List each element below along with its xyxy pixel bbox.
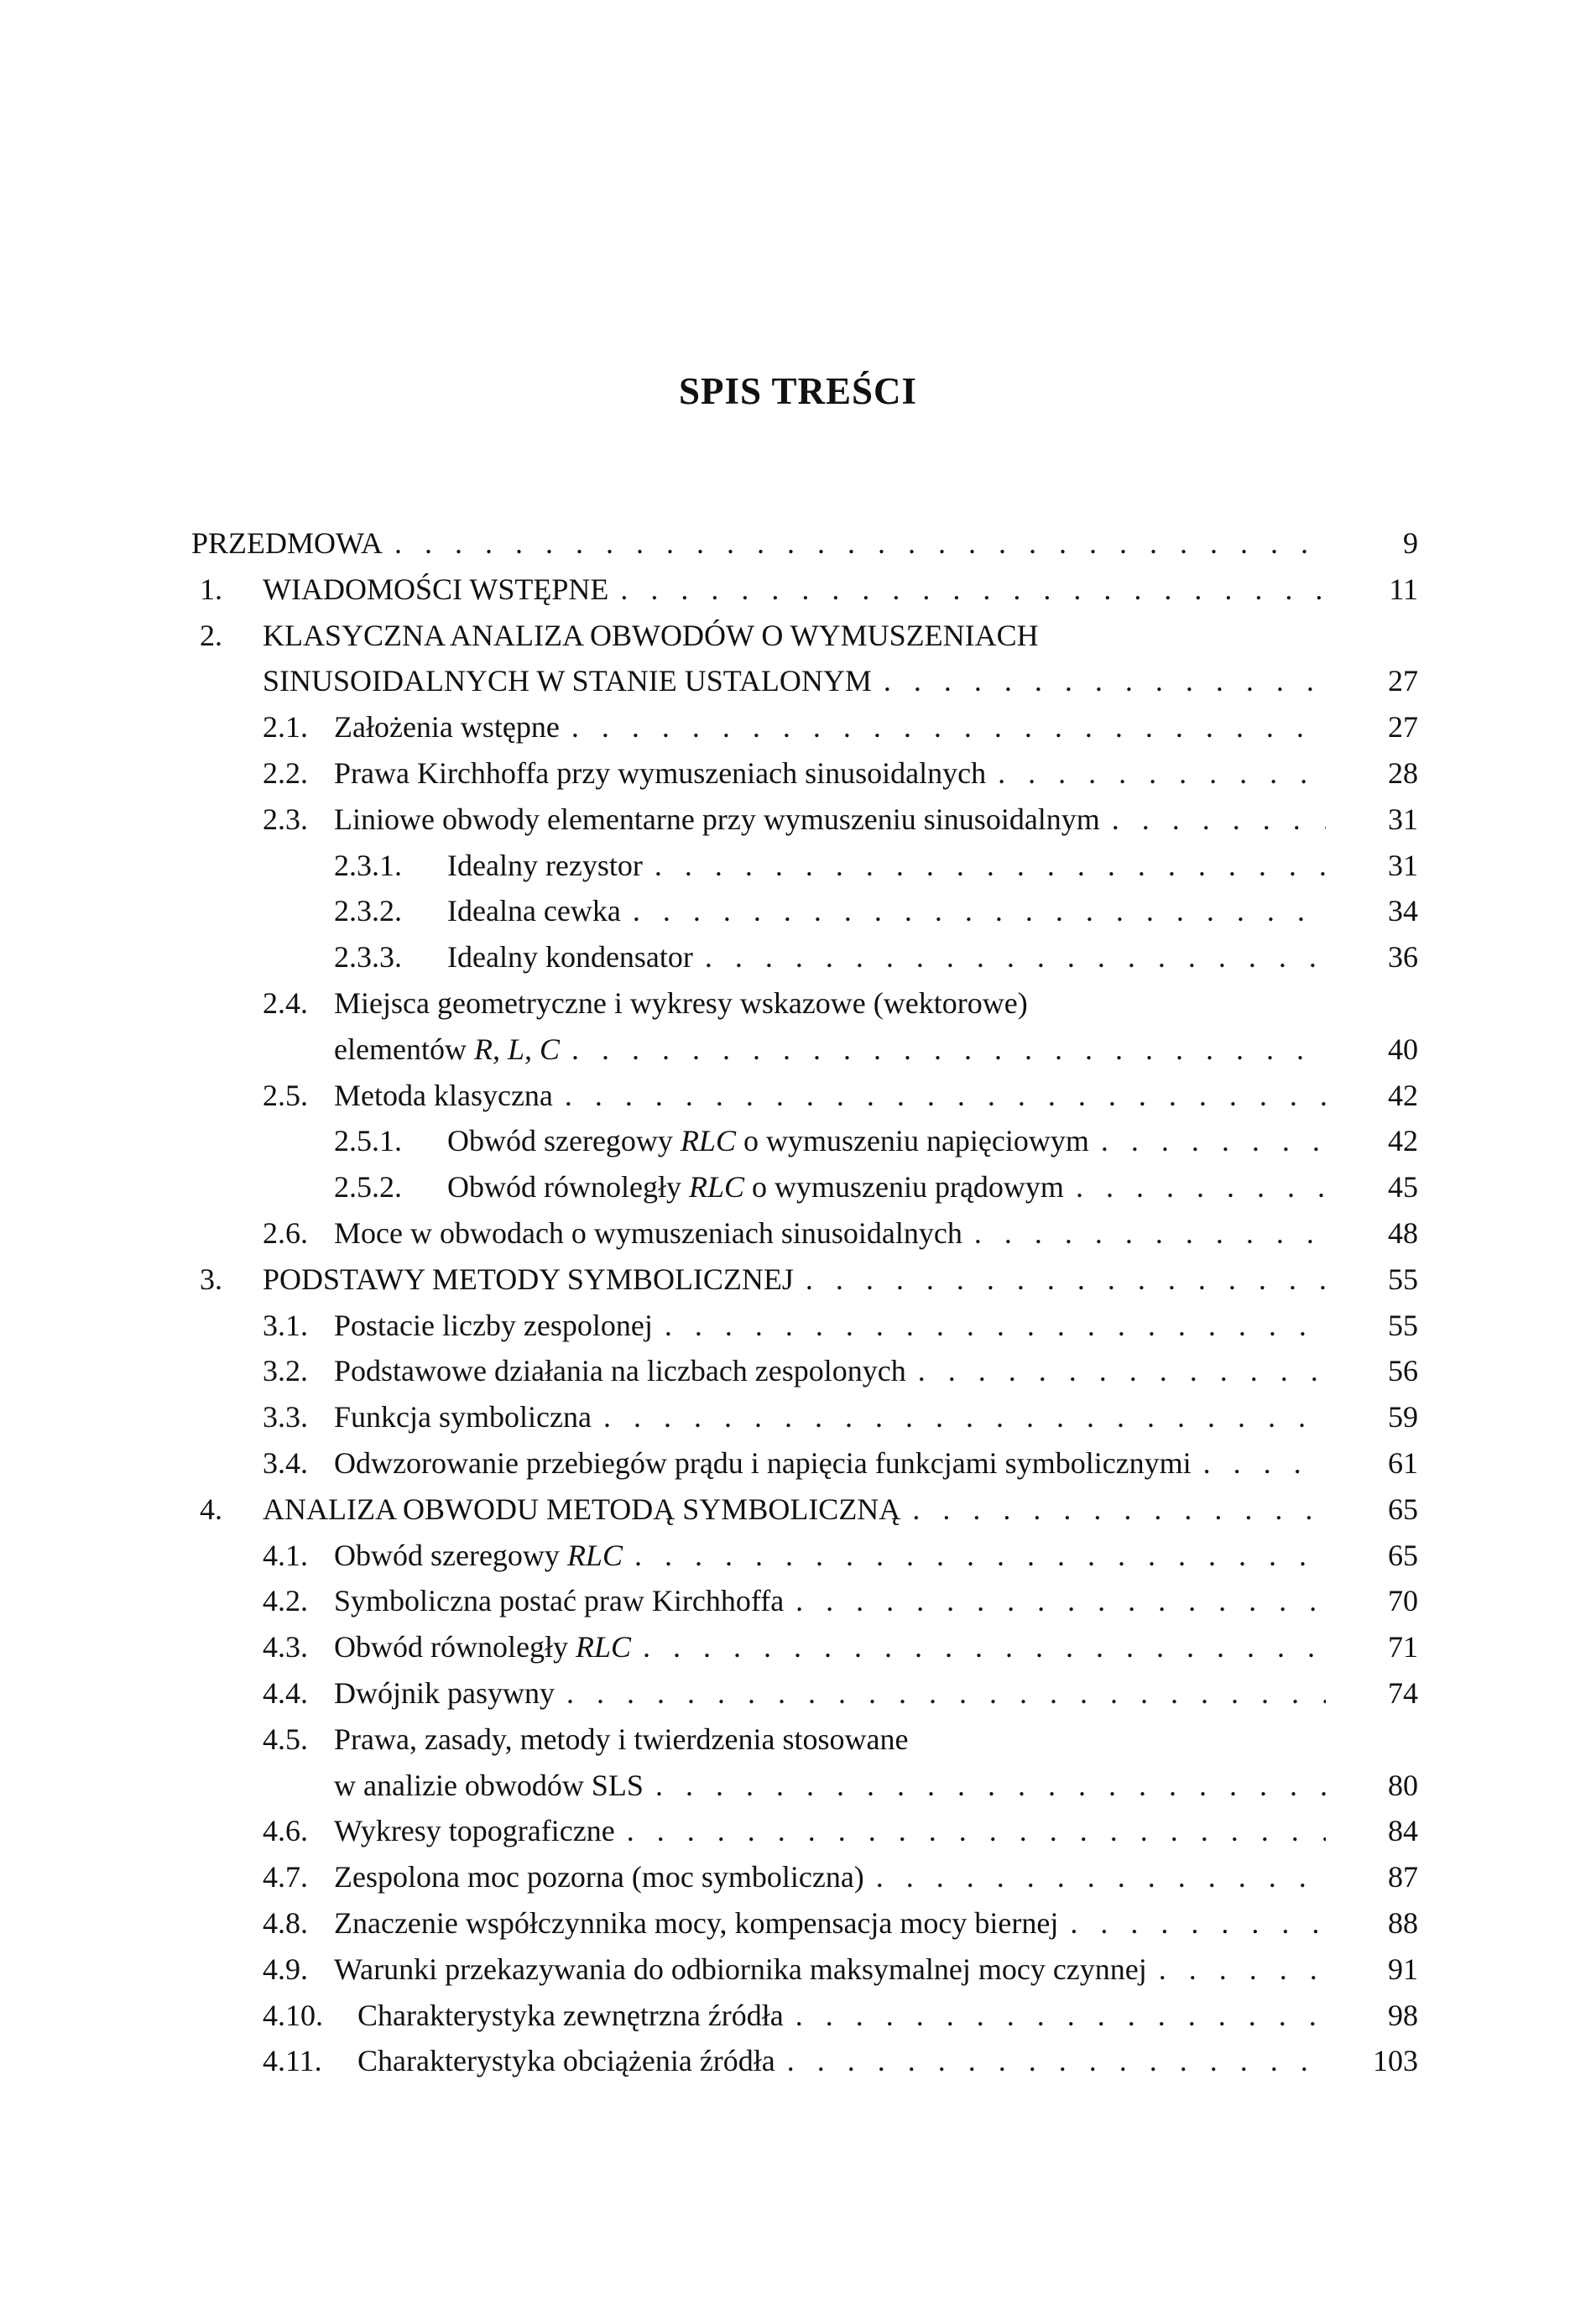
toc-page-number: 65	[1388, 1538, 1418, 1572]
toc-page-number: 70	[1388, 1584, 1418, 1618]
dot-leader	[974, 1210, 1326, 1257]
toc-entry-number: 4.7.	[263, 1860, 308, 1894]
dot-leader	[603, 1394, 1326, 1440]
dot-leader	[1112, 797, 1326, 843]
dot-leader	[655, 843, 1326, 889]
toc-entry-text	[334, 980, 1326, 1027]
toc-page-number: 61	[1388, 1445, 1418, 1480]
toc-entry-2-1	[191, 704, 1418, 750]
toc-page-number: 71	[1388, 1630, 1418, 1664]
toc-page-number: 31	[1388, 848, 1418, 882]
toc-entry-title	[447, 1118, 1089, 1164]
toc-entry-title: Idealny rezystor	[447, 848, 643, 882]
toc-entry-text	[263, 567, 1326, 613]
toc-entry-4-5	[191, 1717, 1418, 1763]
toc-entry-4-10	[191, 1993, 1418, 2039]
toc-entry-title-italic: R, L, C	[473, 1032, 560, 1066]
toc-entry-4-4	[191, 1670, 1418, 1717]
toc-entry-title: Charakterystyka zewnętrzna źródła	[357, 1998, 784, 2032]
toc-entry-text	[447, 934, 1326, 980]
toc-entry-text	[334, 1717, 1326, 1763]
toc-entry-2-3-1	[191, 843, 1418, 889]
toc-entry-number: 4.5.	[263, 1722, 308, 1756]
toc-entry-number: 2.5.1.	[334, 1124, 402, 1158]
toc-entry-number: 2.4.	[263, 985, 308, 1020]
page-title: SPIS TREŚCI	[678, 370, 918, 412]
toc-page-number: 36	[1388, 940, 1418, 975]
toc-entry-number: 2.1.	[263, 710, 308, 745]
toc-entry-title: Symboliczna postać praw Kirchhoffa	[334, 1584, 785, 1618]
toc-page-number: 42	[1388, 1124, 1418, 1158]
dot-leader	[1159, 1947, 1326, 1993]
toc-entry-text	[447, 1164, 1326, 1210]
toc-entry-title	[334, 1533, 623, 1579]
toc-entry-title: Idealna cewka	[447, 894, 621, 928]
toc-entry-title-line2	[334, 1027, 560, 1073]
toc-entry-text	[447, 888, 1326, 934]
toc-entry-text	[334, 1027, 1326, 1073]
toc-entry-title: Zespolona moc pozorna (moc symboliczna)	[334, 1860, 864, 1894]
dot-leader	[633, 888, 1326, 934]
toc-entry-3-1	[191, 1303, 1418, 1349]
dot-leader	[571, 704, 1326, 750]
toc-entry-text	[334, 1073, 1326, 1119]
toc-entry-4-9	[191, 1947, 1418, 1993]
toc-entry-2	[191, 613, 1418, 659]
toc-entry-text	[263, 1487, 1326, 1533]
toc-entry-number: 4.1.	[263, 1538, 308, 1572]
toc-entry-4-1	[191, 1533, 1418, 1579]
toc-entry-number: 4.4.	[263, 1675, 308, 1710]
toc-entry-title-italic: RLC	[566, 1538, 623, 1572]
toc-entry-number: 2.5.2.	[334, 1170, 402, 1205]
toc-entry-title: Liniowe obwody elementarne przy wymuszeniu sinusoidalnym	[334, 802, 1100, 836]
dot-leader	[705, 934, 1326, 980]
dot-leader	[1203, 1440, 1326, 1487]
toc-entry-title-part: o wymuszeniu napięciowym	[735, 1124, 1089, 1158]
toc-entry-number: 3.2.	[263, 1354, 308, 1388]
dot-leader	[665, 1303, 1326, 1349]
toc-entry-number: 2.3.2.	[334, 894, 402, 928]
toc-page-number: 42	[1388, 1078, 1418, 1112]
toc-page-number: 40	[1388, 1032, 1418, 1066]
toc-entry-3-3	[191, 1394, 1418, 1440]
toc-entry-4-5-continued	[191, 1763, 1418, 1809]
toc-entry-text	[263, 613, 1326, 659]
dot-leader	[655, 1763, 1326, 1809]
toc-page-number: 98	[1388, 1998, 1418, 2032]
toc-entry-title-line2: SINUSOIDALNYCH W STANIE USTALONYM	[263, 664, 872, 698]
dot-leader	[918, 1348, 1326, 1394]
toc-entry-text	[334, 1440, 1326, 1487]
dot-leader	[1101, 1118, 1326, 1164]
toc-page-number: 31	[1388, 802, 1418, 836]
toc-entry-2-3-2	[191, 888, 1418, 934]
toc-entry-title: Warunki przekazywania do odbiornika maksymalnej mocy czynnej	[334, 1952, 1147, 1986]
toc-entry-2-5-1	[191, 1118, 1418, 1164]
toc-page-number: 59	[1388, 1400, 1418, 1434]
toc-entry-number: 2.3.3.	[334, 940, 402, 975]
toc-page-number: 56	[1388, 1354, 1418, 1388]
dot-leader	[634, 1533, 1326, 1579]
toc-entry-4	[191, 1487, 1418, 1533]
toc-entry-text	[334, 1763, 1326, 1809]
toc-entry-text	[334, 750, 1326, 797]
toc-entry-title-italic: RLC	[575, 1630, 631, 1664]
dot-leader	[795, 1578, 1326, 1624]
toc-entry-title: PRZEDMOWA	[191, 526, 383, 560]
toc-entry-title: Prawa, zasady, metody i twierdzenia stosowane	[334, 1722, 909, 1756]
toc-entry-number: 2.6.	[263, 1215, 308, 1250]
toc-page-number: 80	[1388, 1768, 1418, 1802]
dot-leader	[912, 1487, 1326, 1533]
toc-entry-number: 2.3.	[263, 802, 308, 836]
toc-page-number: 55	[1388, 1262, 1418, 1296]
toc-entry-title: PODSTAWY METODY SYMBOLICZNEJ	[263, 1262, 794, 1296]
toc-entry-title: Idealny kondensator	[447, 940, 693, 975]
toc-entry-4-6	[191, 1808, 1418, 1854]
dot-leader	[620, 567, 1326, 613]
toc-entry-2-4	[191, 980, 1418, 1027]
toc-page-number: 45	[1388, 1170, 1418, 1205]
toc-entry-title-part: elementów	[334, 1032, 474, 1066]
toc-entry-2-2	[191, 750, 1418, 797]
toc-entry-number: 4.3.	[263, 1630, 308, 1664]
toc-page-number: 9	[1403, 526, 1418, 560]
toc-entry-text	[334, 1533, 1326, 1579]
toc-entry-number: 4.11.	[263, 2044, 322, 2078]
toc-page-number: 34	[1388, 894, 1418, 928]
toc-entry-2-3	[191, 797, 1418, 843]
toc-entry-text	[334, 1670, 1326, 1717]
table-of-contents	[191, 520, 1418, 2084]
toc-entry-2-5-2	[191, 1164, 1418, 1210]
toc-entry-title-italic: RLC	[680, 1124, 736, 1158]
toc-entry-number: 4.10.	[263, 1998, 323, 2032]
toc-page-number: 27	[1388, 710, 1418, 745]
toc-entry-number: 3.1.	[263, 1308, 308, 1342]
dot-leader	[566, 1670, 1326, 1717]
toc-entry-title: KLASYCZNA ANALIZA OBWODÓW O WYMUSZENIACH	[263, 618, 1039, 652]
toc-entry-text	[334, 797, 1326, 843]
toc-entry-title-part: Obwód szeregowy	[334, 1538, 567, 1572]
toc-page-number: 11	[1389, 572, 1418, 606]
toc-entry-title-part: o wymuszeniu prądowym	[744, 1170, 1064, 1205]
toc-entry-title: Znaczenie współczynnika mocy, kompensacja mocy biernej	[334, 1905, 1059, 1940]
toc-entry-title: Założenia wstępne	[334, 710, 560, 745]
toc-entry-title-italic: RLC	[688, 1170, 744, 1205]
toc-entry-text	[357, 2038, 1326, 2084]
toc-entry-text	[334, 1578, 1326, 1624]
dot-leader	[1076, 1164, 1326, 1210]
dot-leader	[787, 2038, 1326, 2084]
toc-entry-number: 3.	[200, 1262, 222, 1296]
toc-page-number: 48	[1388, 1215, 1418, 1250]
toc-entry-number: 3.4.	[263, 1445, 308, 1480]
toc-entry-2-6	[191, 1210, 1418, 1257]
toc-entry-number: 4.	[200, 1492, 222, 1526]
toc-entry-number: 3.3.	[263, 1400, 308, 1434]
toc-entry-number: 4.2.	[263, 1584, 308, 1618]
toc-entry-2-5	[191, 1073, 1418, 1119]
toc-entry-4-8	[191, 1900, 1418, 1947]
toc-entry-title: ANALIZA OBWODU METODĄ SYMBOLICZNĄ	[263, 1492, 901, 1526]
toc-page-number: 74	[1388, 1675, 1418, 1710]
toc-entry-number: 2.3.1.	[334, 848, 402, 882]
dot-leader	[998, 750, 1326, 797]
toc-entry-text	[263, 1257, 1326, 1303]
toc-entry-text	[191, 520, 1326, 567]
toc-entry-text	[334, 1624, 1326, 1670]
dot-leader	[565, 1073, 1326, 1119]
toc-entry-text	[447, 1118, 1326, 1164]
toc-entry-title: Wykresy topograficzne	[334, 1814, 615, 1848]
toc-entry-title: Metoda klasyczna	[334, 1078, 553, 1112]
toc-entry-title: Prawa Kirchhoffa przy wymuszeniach sinusoidalnych	[334, 755, 987, 790]
toc-entry-text	[334, 1854, 1326, 1900]
toc-entry-przedmowa	[191, 520, 1418, 567]
toc-page-number: 84	[1388, 1814, 1418, 1848]
toc-entry-number: 2.5.	[263, 1078, 308, 1112]
toc-entry-4-3	[191, 1624, 1418, 1670]
toc-entry-2-4-continued	[191, 1027, 1418, 1073]
toc-entry-title: Funkcja symboliczna	[334, 1400, 592, 1434]
toc-entry-1	[191, 567, 1418, 613]
toc-entry-text	[334, 1808, 1326, 1854]
toc-entry-text	[357, 1993, 1326, 2039]
toc-entry-4-11	[191, 2038, 1418, 2084]
toc-entry-title: Charakterystyka obciążenia źródła	[357, 2044, 775, 2078]
toc-page-number: 87	[1388, 1860, 1418, 1894]
dot-leader	[1070, 1900, 1326, 1947]
toc-page-number: 88	[1388, 1905, 1418, 1940]
toc-entry-title-part: Obwód szeregowy	[447, 1124, 681, 1158]
toc-entry-text	[334, 1348, 1326, 1394]
toc-entry-number: 4.8.	[263, 1905, 308, 1940]
toc-entry-2-3-3	[191, 934, 1418, 980]
toc-entry-title: Dwójnik pasywny	[334, 1675, 555, 1710]
dot-leader	[627, 1808, 1326, 1854]
toc-page-number: 91	[1388, 1952, 1418, 1986]
toc-entry-number: 2.	[200, 618, 222, 652]
toc-page-number: 103	[1373, 2044, 1418, 2078]
dot-leader	[795, 1993, 1326, 2039]
toc-page-number: 65	[1388, 1492, 1418, 1526]
toc-entry-text	[334, 1303, 1326, 1349]
toc-entry-title	[447, 1164, 1064, 1210]
toc-entry-text	[447, 843, 1326, 889]
toc-page-number: 28	[1388, 755, 1418, 790]
toc-entry-text	[334, 1210, 1326, 1257]
toc-entry-3	[191, 1257, 1418, 1303]
dot-leader	[884, 658, 1326, 704]
toc-entry-title: WIADOMOŚCI WSTĘPNE	[263, 572, 609, 606]
toc-entry-2-continued	[191, 658, 1418, 704]
toc-entry-title: Moce w obwodach o wymuszeniach sinusoidalnych	[334, 1215, 962, 1250]
dot-leader	[571, 1027, 1326, 1073]
toc-entry-title-part: Obwód równoległy	[447, 1170, 689, 1205]
toc-entry-title	[334, 1624, 631, 1670]
toc-entry-4-2	[191, 1578, 1418, 1624]
toc-entry-3-2	[191, 1348, 1418, 1394]
toc-entry-number: 4.6.	[263, 1814, 308, 1848]
toc-entry-text	[334, 704, 1326, 750]
toc-entry-title-part: Obwód równoległy	[334, 1630, 576, 1664]
toc-entry-text	[334, 1900, 1326, 1947]
toc-entry-4-7	[191, 1854, 1418, 1900]
dot-leader	[394, 520, 1326, 567]
toc-entry-number: 4.9.	[263, 1952, 308, 1986]
toc-entry-title-line2: w analizie obwodów SLS	[334, 1768, 644, 1802]
toc-entry-title: Postacie liczby zespolonej	[334, 1308, 653, 1342]
toc-entry-title: Podstawowe działania na liczbach zespolonych	[334, 1354, 906, 1388]
toc-entry-text	[334, 1947, 1326, 1993]
toc-page-number: 55	[1388, 1308, 1418, 1342]
toc-entry-title: Odwzorowanie przebiegów prądu i napięcia funkcjami symbolicznymi	[334, 1445, 1192, 1480]
toc-entry-3-4	[191, 1440, 1418, 1487]
toc-entry-number: 1.	[200, 572, 222, 606]
dot-leader	[876, 1854, 1326, 1900]
dot-leader	[643, 1624, 1326, 1670]
dot-leader	[806, 1257, 1326, 1303]
toc-entry-text	[334, 1394, 1326, 1440]
toc-entry-title: Miejsca geometryczne i wykresy wskazowe (wektorowe)	[334, 985, 1028, 1020]
toc-entry-number: 2.2.	[263, 755, 308, 790]
toc-page-number: 27	[1388, 664, 1418, 698]
toc-entry-text	[263, 658, 1326, 704]
